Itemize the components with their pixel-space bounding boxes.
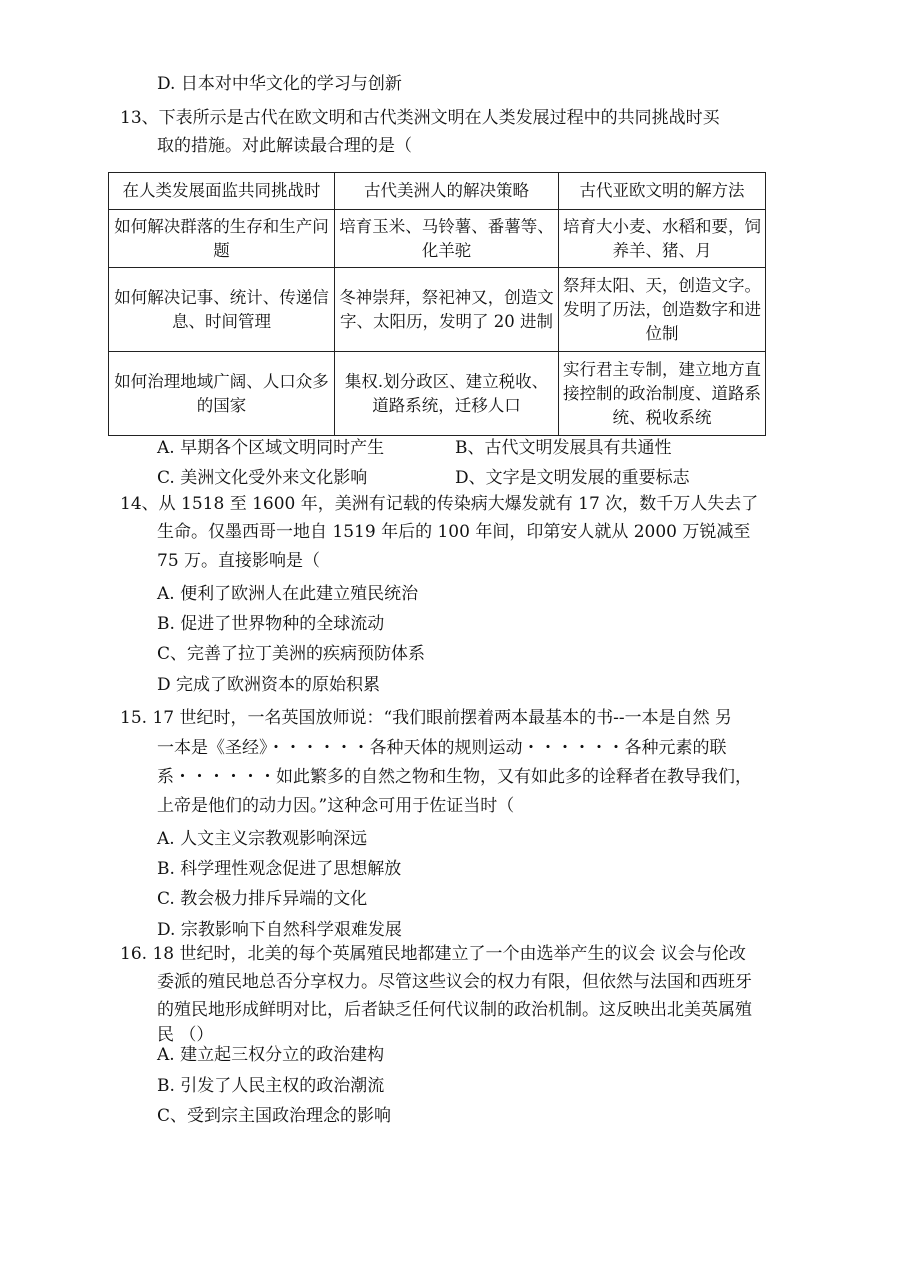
q13-stem-line2: 取的措施。对此解读最合理的是（	[157, 136, 412, 156]
table-header-cell: 在人类发展面监共同挑战时	[109, 173, 335, 210]
q16-option-a: A. 建立起三权分立的政治建构	[157, 1045, 385, 1065]
table-header-cell: 古代亚欧文明的解方法	[559, 173, 766, 210]
q13-stem-line1: 13、下表所示是古代在欧文明和古代类洲文明在人类发展过程中的共同挑战时买	[120, 108, 720, 128]
table-row	[109, 352, 766, 436]
q16-option-b: B. 引发了人民主权的政治潮流	[157, 1076, 385, 1096]
q14-option-b: B. 促进了世界物种的全球流动	[157, 614, 385, 634]
table-cell: 集权.划分政区、建立税收、道路系统，迁移人口	[335, 352, 559, 436]
q14-stem-line3: 75 万。直接影响是（	[157, 551, 321, 571]
q15-stem-line3: 系・・・・・・如此繁多的自然之物和生物，又有如此多的诠释者在教导我们，	[157, 767, 752, 787]
q15-stem-line2: 一本是《圣经》・・・・・・各种天体的规则运动・・・・・・各种元素的联	[157, 738, 727, 758]
q13-option-b: B、古代文明发展具有共通性	[455, 438, 672, 458]
q14-stem-line2: 生命。仅墨西哥一地自 1519 年后的 100 年间，印第安人就从 2000 万锐减至	[157, 522, 751, 542]
table-cell: 如何解决群落的生存和生产问题	[109, 210, 335, 268]
table-header-cell: 古代美洲人的解决策略	[335, 173, 559, 210]
q15-option-c: C. 教会极力排斥异端的文化	[157, 889, 368, 909]
table-row	[109, 268, 766, 352]
q15-option-d: D. 宗教影响下自然科学艰难发展	[157, 920, 402, 940]
table-row	[109, 210, 766, 268]
q13-option-a: A. 早期各个区域文明同时产生	[157, 438, 385, 458]
table-cell: 如何治理地域广阔、人口众多的国家	[109, 352, 335, 436]
table-cell: 如何解决记事、统计、传递信息、时间管理	[109, 268, 335, 352]
q13-option-d: D、文字是文明发展的重要标志	[455, 468, 690, 488]
q14-option-c: C、完善了拉丁美洲的疾病预防体系	[157, 644, 426, 664]
q14-stem-line1: 14、从 1518 至 1600 年，美洲有记载的传染病大爆发就有 17 次，数千万人失去了	[120, 494, 759, 514]
q16-stem-line1: 16. 18 世纪时，北美的每个英属殖民地都建立了一个由选举产生的议会 议会与伦改	[120, 944, 746, 964]
q15-stem-line1: 15. 17 世纪时，一名英国放师说：“我们眼前摆着两本最基本的书--一本是自然 另	[120, 708, 733, 728]
table-cell: 培育玉米、马铃薯、番薯等、化羊驼	[335, 210, 559, 268]
table-header-row	[109, 173, 766, 210]
table-cell: 冬神崇拜，祭祀神又，创造文字、太阳历，发明了 20 进制	[335, 268, 559, 352]
q16-stem-line4: 民 （）	[157, 1025, 214, 1045]
q15-option-b: B. 科学理性观念促进了思想解放	[157, 859, 402, 879]
q13-option-c: C. 美洲文化受外来文化影响	[157, 468, 368, 488]
table-cell: 培育大小麦、水稻和要，饲养羊、猪、月	[559, 210, 766, 268]
q15-option-a: A. 人文主义宗教观影响深远	[157, 829, 368, 849]
table-cell: 实行君主专制，建立地方直接控制的政治制度、道路系统、税收系统	[559, 352, 766, 436]
q15-stem-line4: 上帝是他们的动力因。”这种念可用于佐证当时（	[157, 796, 515, 816]
q13-comparison-table	[108, 172, 766, 436]
q16-stem-line3: 的殖民地形成鲜明对比，后者缺乏任何代议制的政治机制。这反映出北美英属殖	[157, 1000, 752, 1020]
q14-option-a: A. 便利了欧洲人在此建立殖民统治	[157, 584, 419, 604]
q16-option-c: C、受到宗主国政治理念的影响	[157, 1106, 392, 1126]
q12-option-d: D. 日本对中华文化的学习与创新	[157, 74, 402, 94]
q14-option-d: D 完成了欧洲资本的原始积累	[157, 675, 381, 695]
q16-stem-line2: 委派的殖民地总否分享权力。尽管这些议会的权力有限，但依然与法国和西班牙	[157, 972, 752, 992]
table-cell: 祭拜太阳、天，创造文字。发明了历法，创造数字和进位制	[559, 268, 766, 352]
